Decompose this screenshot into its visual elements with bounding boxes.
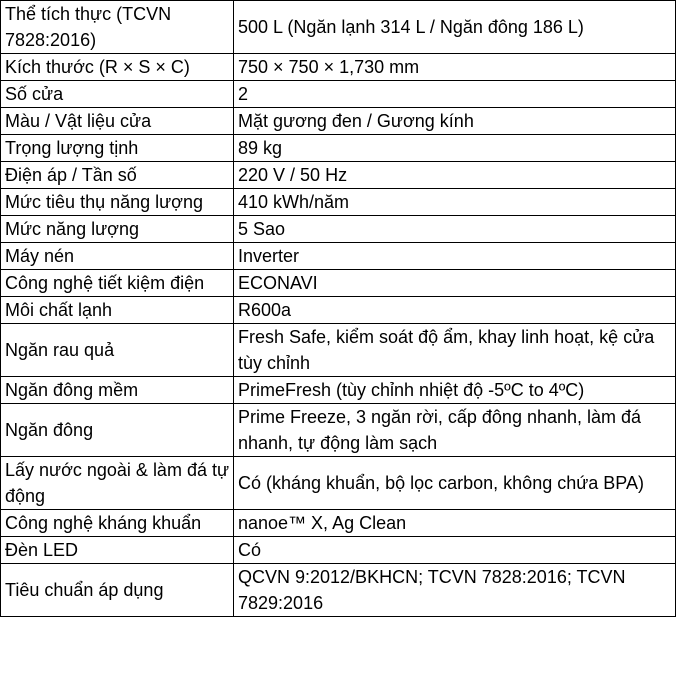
table-row [1, 297, 676, 324]
row-value: 2 [234, 81, 676, 108]
row-label: Tiêu chuẩn áp dụng [1, 564, 234, 617]
table-row [1, 81, 676, 108]
row-label: Mức năng lượng [1, 216, 234, 243]
table-row [1, 377, 676, 404]
row-label: Điện áp / Tần số [1, 162, 234, 189]
row-value: Prime Freeze, 3 ngăn rời, cấp đông nhanh, làm đá nhanh, tự động làm sạch [234, 404, 676, 457]
table-row [1, 564, 676, 617]
table-row [1, 189, 676, 216]
table-row [1, 216, 676, 243]
row-label: Trọng lượng tịnh [1, 135, 234, 162]
row-label: Kích thước (R × S × C) [1, 54, 234, 81]
table-row [1, 457, 676, 510]
row-label: Mức tiêu thụ năng lượng [1, 189, 234, 216]
row-value: QCVN 9:2012/BKHCN; TCVN 7828:2016; TCVN 7829:2016 [234, 564, 676, 617]
row-label: Công nghệ kháng khuẩn [1, 510, 234, 537]
table-row [1, 1, 676, 54]
row-label: Đèn LED [1, 537, 234, 564]
row-value: nanoe™ X, Ag Clean [234, 510, 676, 537]
row-label: Ngăn đông mềm [1, 377, 234, 404]
table-row [1, 108, 676, 135]
table-row [1, 510, 676, 537]
row-label: Màu / Vật liệu cửa [1, 108, 234, 135]
row-label: Công nghệ tiết kiệm điện [1, 270, 234, 297]
table-row [1, 243, 676, 270]
row-label: Môi chất lạnh [1, 297, 234, 324]
row-value: Có [234, 537, 676, 564]
row-value: Có (kháng khuẩn, bộ lọc carbon, không chứa BPA) [234, 457, 676, 510]
row-value: R600a [234, 297, 676, 324]
row-value: PrimeFresh (tùy chỉnh nhiệt độ -5ºC to 4ºC) [234, 377, 676, 404]
row-label: Thể tích thực (TCVN 7828:2016) [1, 1, 234, 54]
row-label: Số cửa [1, 81, 234, 108]
row-value: Fresh Safe, kiểm soát độ ẩm, khay linh hoạt, kệ cửa tùy chỉnh [234, 324, 676, 377]
row-label: Máy nén [1, 243, 234, 270]
table-row [1, 537, 676, 564]
row-label: Ngăn đông [1, 404, 234, 457]
row-value: Inverter [234, 243, 676, 270]
table-row [1, 162, 676, 189]
table-row [1, 54, 676, 81]
row-value: 5 Sao [234, 216, 676, 243]
row-value: 410 kWh/năm [234, 189, 676, 216]
row-label: Lấy nước ngoài & làm đá tự động [1, 457, 234, 510]
table-row [1, 324, 676, 377]
row-label: Ngăn rau quả [1, 324, 234, 377]
table-row [1, 135, 676, 162]
row-value: 89 kg [234, 135, 676, 162]
row-value: Mặt gương đen / Gương kính [234, 108, 676, 135]
row-value: 220 V / 50 Hz [234, 162, 676, 189]
row-value: 750 × 750 × 1,730 mm [234, 54, 676, 81]
row-value: 500 L (Ngăn lạnh 314 L / Ngăn đông 186 L) [234, 1, 676, 54]
table-row [1, 270, 676, 297]
row-value: ECONAVI [234, 270, 676, 297]
table-row [1, 404, 676, 457]
